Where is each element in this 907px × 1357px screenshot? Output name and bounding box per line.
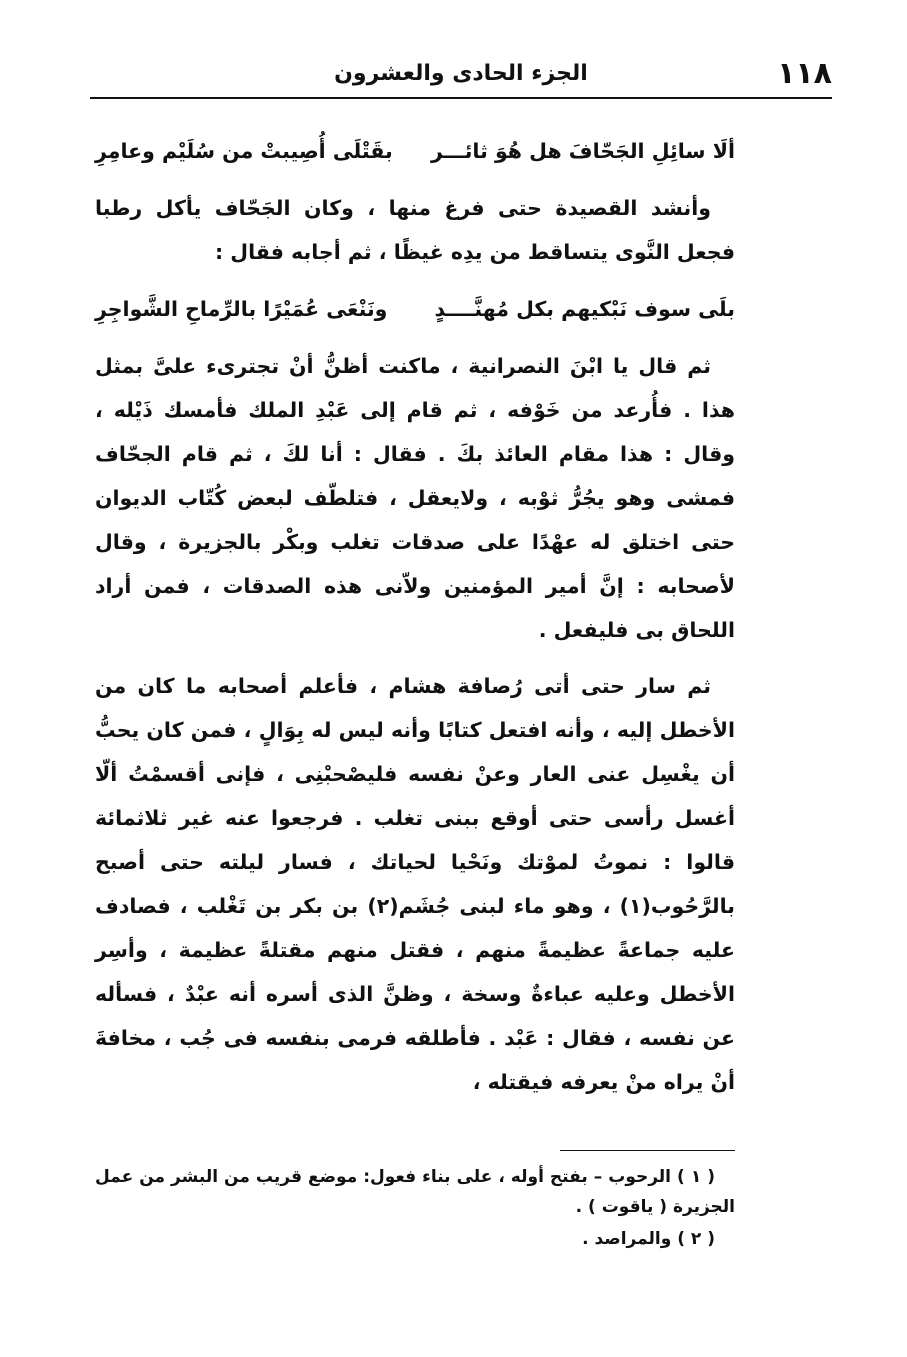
page-header (90, 54, 832, 94)
page-body (95, 128, 735, 1116)
verse-second-hemistich: بقَتْلَى أُصِيبتْ من سُلَيْم وعامِرِ (95, 139, 393, 163)
verse-first-hemistich: بلَى سوف نَبْكيهم بكل مُهنَّــــدٍ (434, 297, 735, 321)
paragraph: ثم قال يا ابْنَ النصرانية ، ماكنت أظنُّ أنْ تجترىء علىَّ بمثل هذا . فأُرعد من خَوْفه ، ثم قام إلى عَبْدِ الملك فأمسك ذَيْله ، وقال : هذا مقام العائذ بكَ . فقال : أنا لكَ ، ثم قام الجحّاف فمشى وهو يجُرُّ ثوْبه ، ولايعقل ، فتلطّف لبعض كُتّاب الديوان حتى اختلق له عهْدًا على صدقات تغلب وبكْر بالجزيرة ، وقال لأصحابه : إنَّ أمير المؤمنين ولاّنى هذه الصدقات ، فمن أراد اللحاق بى فليفعل . (95, 354, 735, 642)
page-number: ١١٨ (777, 56, 832, 91)
footnotes (95, 1162, 735, 1256)
verse-first-hemistich: ألَا سائِلِ الجَحّافَ هل هُوَ ثائـــر (430, 139, 735, 163)
verse-line (95, 286, 735, 332)
paragraph: ثم سار حتى أتى رُصافة هشام ، فأعلم أصحابه ما كان من الأخطل إليه ، وأنه افتعل كتابًا وأنه ليس له بِوَالٍ ، فمن كان يحبُّ أن يغْسِل عنى العار وعنْ نفسه فليصْحبْنِى ، فإنى أقسمْتُ ألّا أغسل رأسى حتى أوقع ببنى تغلب . فرجعوا عنه غير ثلاثمائة قالوا : نموتُ لموْتك ونَحْيا لحياتك ، فسار ليلته حتى أصبح بالرَّحُوب(١) ، وهو ماء لبنى جُشَم(٢) بن بكر بن تَغْلب ، فصادف عليه جماعةً عظيمةً منهم ، فقتل منهم مقتلةً عظيمة ، وأسِر الأخطل وعليه عباءةٌ وسخة ، وظنَّ الذى أسره أنه عبْدٌ ، فسأله عن نفسه ، فقال : عَبْد . فأطلقه فرمى بنفسه فى جُب ، مخافةَ أنْ يراه منْ يعرفه فيقتله ، (95, 674, 735, 1094)
running-title: الجزء الحادى والعشرون (334, 61, 588, 86)
footnote: ( ١ ) الرحوب – بفتح أوله ، على بناء فعول: موضع قريب من البشر من عمل الجزيرة ( ياقوت ) . (95, 1167, 735, 1217)
footnote: ( ٢ ) والمراصد . (582, 1229, 715, 1249)
header-rule (90, 97, 832, 99)
paragraph: وأنشد القصيدة حتى فرغ منها ، وكان الجَحّاف يأكل رطبا فجعل النَّوى يتساقط من يدِه غيظًا ، ثم أجابه فقال : (95, 196, 735, 264)
verse-line (95, 128, 735, 174)
verse-second-hemistich: ونَنْعَى عُمَيْرًا بالرِّماحِ الشَّواجِرِ (95, 297, 388, 321)
footnote-rule (560, 1150, 735, 1151)
